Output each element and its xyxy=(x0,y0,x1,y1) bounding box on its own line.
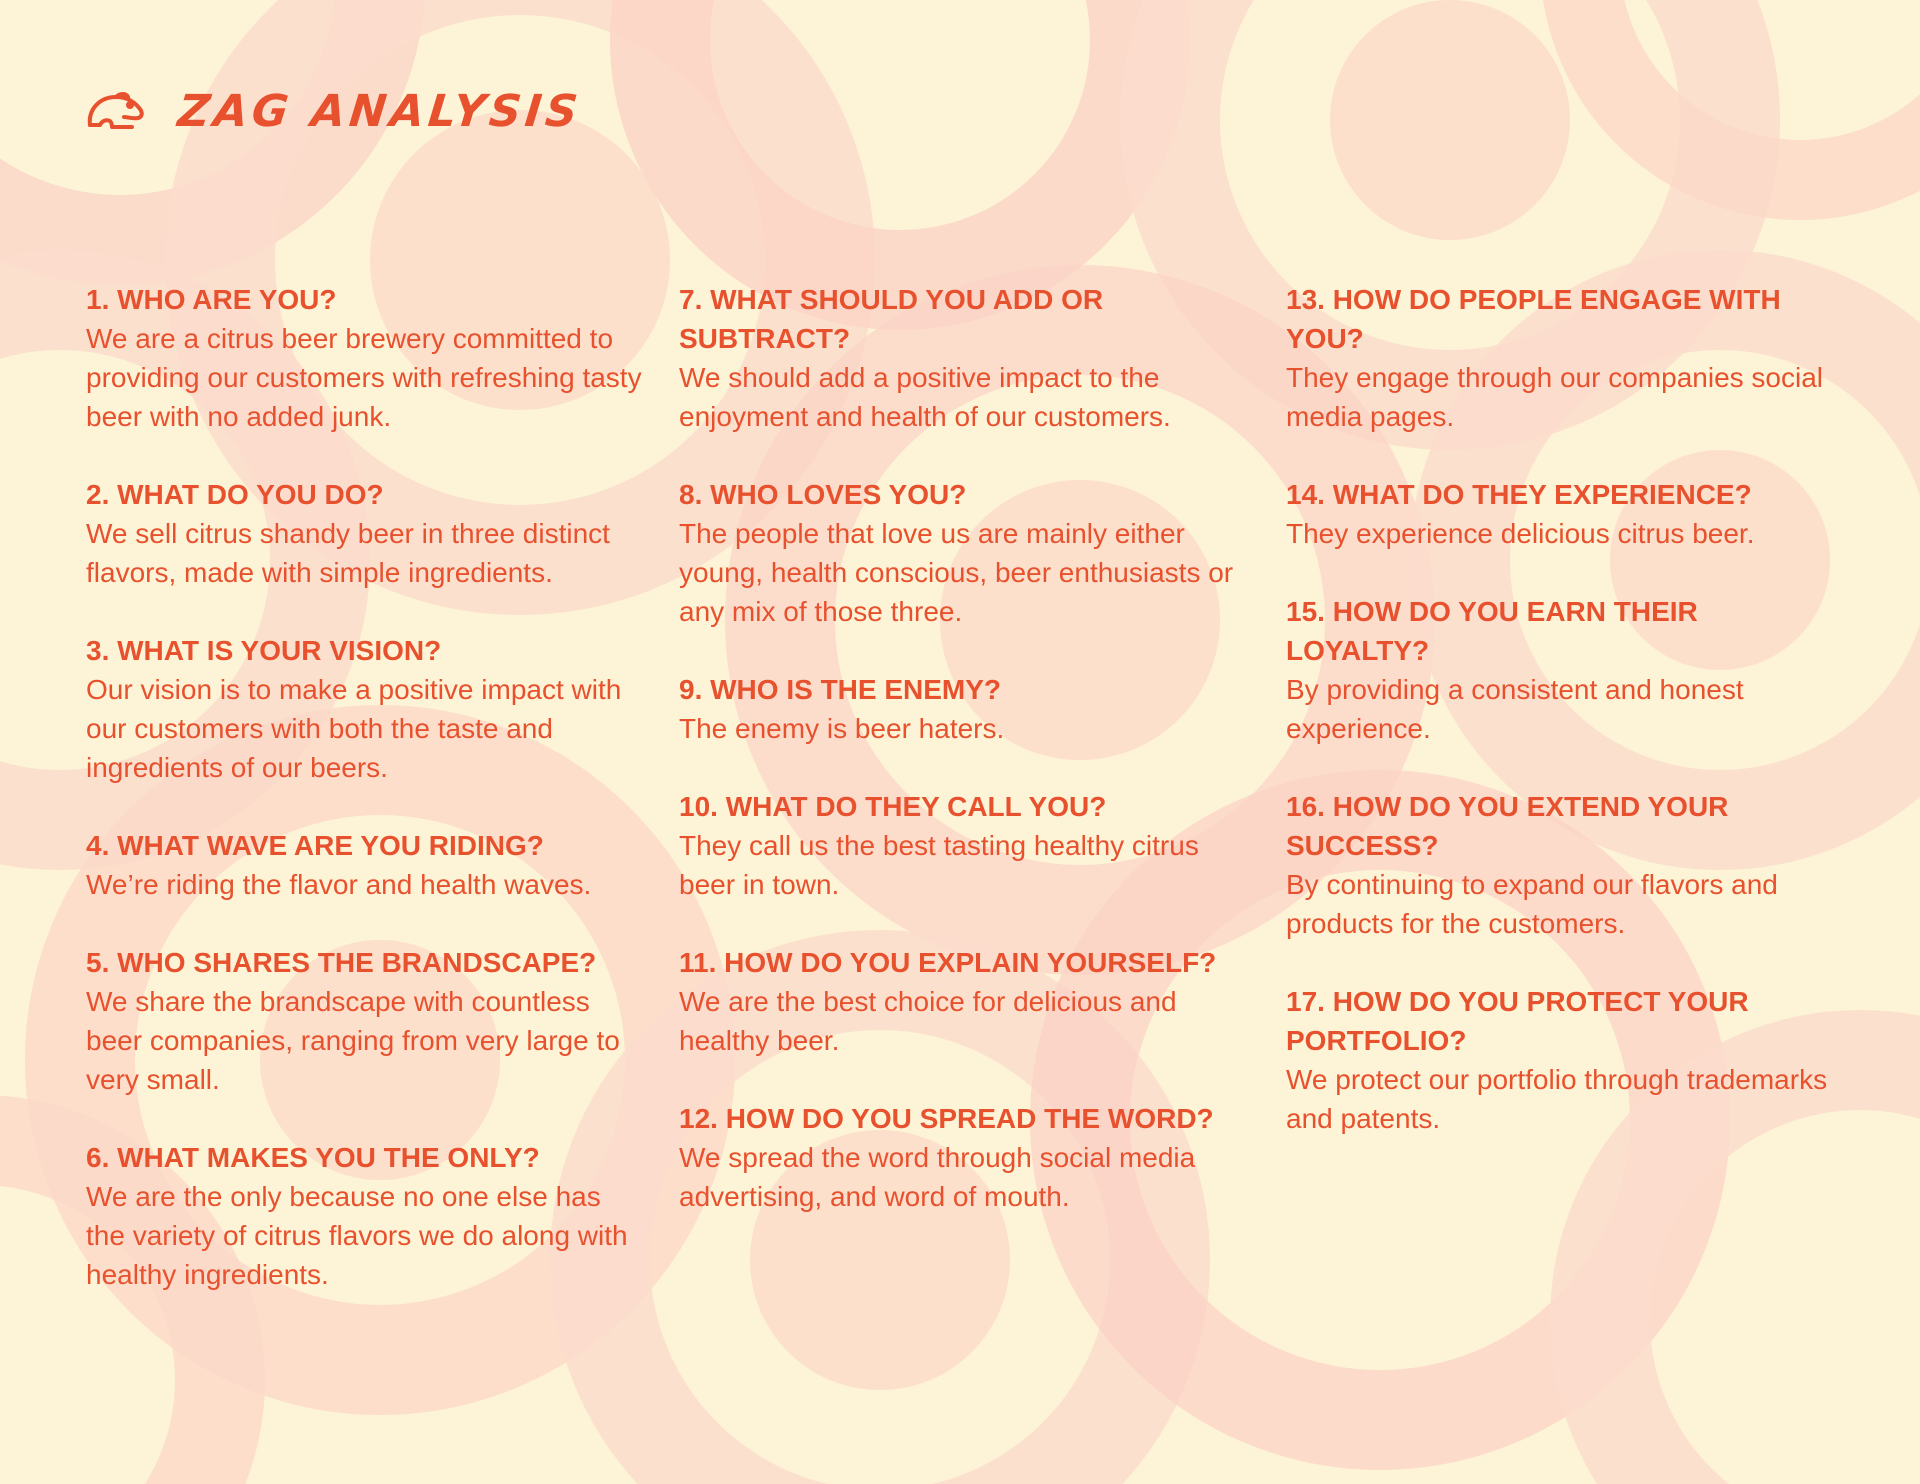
qa-item-8 xyxy=(679,475,1259,631)
answer-text: We’re riding the flavor and health waves. xyxy=(86,869,592,900)
answer-text: The enemy is beer haters. xyxy=(679,713,1005,744)
qa-item-2 xyxy=(86,475,646,592)
question-heading: 4. WHAT WAVE ARE YOU RIDING? xyxy=(86,830,544,861)
question-heading: 7. WHAT SHOULD YOU ADD OR SUBTRACT? xyxy=(679,284,1104,354)
qa-item-11 xyxy=(679,943,1259,1060)
qa-item-15 xyxy=(1286,592,1846,748)
answer-text: They call us the best tasting healthy citrus beer in town. xyxy=(679,830,1199,900)
answer-text: We are the only because no one else has the variety of citrus flavors we do along with healthy ingredients. xyxy=(86,1181,628,1290)
answer-text: They engage through our companies social media pages. xyxy=(1286,362,1824,432)
question-heading: 1. WHO ARE YOU? xyxy=(86,284,337,315)
answer-text: They experience delicious citrus beer. xyxy=(1286,518,1755,549)
qa-item-9 xyxy=(679,670,1259,748)
qa-item-14 xyxy=(1286,475,1846,553)
question-heading: 6. WHAT MAKES YOU THE ONLY? xyxy=(86,1142,540,1173)
question-heading: 8. WHO LOVES YOU? xyxy=(679,479,967,510)
qa-item-17 xyxy=(1286,982,1846,1138)
answer-text: We share the brandscape with countless beer companies, ranging from very large to very small. xyxy=(86,986,620,1095)
qa-item-12 xyxy=(679,1099,1259,1216)
qa-item-10 xyxy=(679,787,1259,904)
question-column-2 xyxy=(679,280,1259,1255)
question-heading: 15. HOW DO YOU EARN THEIR LOYALTY? xyxy=(1286,596,1698,666)
qa-item-3 xyxy=(86,631,646,787)
answer-text: We are a citrus beer brewery committed to providing our customers with refreshing tasty beer with no added junk. xyxy=(86,323,642,432)
answer-text: We should add a positive impact to the enjoyment and health of our customers. xyxy=(679,362,1171,432)
question-heading: 14. WHAT DO THEY EXPERIENCE? xyxy=(1286,479,1752,510)
frog-icon xyxy=(86,87,148,137)
qa-item-1 xyxy=(86,280,646,436)
question-heading: 13. HOW DO PEOPLE ENGAGE WITH YOU? xyxy=(1286,284,1781,354)
question-heading: 11. HOW DO YOU EXPLAIN YOURSELF? xyxy=(679,947,1217,978)
question-heading: 16. HOW DO YOU EXTEND YOUR SUCCESS? xyxy=(1286,791,1729,861)
question-column-1 xyxy=(86,280,646,1333)
qa-item-7 xyxy=(679,280,1259,436)
qa-item-6 xyxy=(86,1138,646,1294)
qa-item-16 xyxy=(1286,787,1846,943)
answer-text: We spread the word through social media advertising, and word of mouth. xyxy=(679,1142,1196,1212)
qa-item-13 xyxy=(1286,280,1846,436)
answer-text: We sell citrus shandy beer in three distinct flavors, made with simple ingredients. xyxy=(86,518,610,588)
question-column-3 xyxy=(1286,280,1846,1177)
question-heading: 9. WHO IS THE ENEMY? xyxy=(679,674,1002,705)
answer-text: We protect our portfolio through trademarks and patents. xyxy=(1286,1064,1828,1134)
question-heading: 2. WHAT DO YOU DO? xyxy=(86,479,384,510)
page-header xyxy=(86,84,584,140)
answer-text: We are the best choice for delicious and healthy beer. xyxy=(679,986,1177,1056)
question-heading: 12. HOW DO YOU SPREAD THE WORD? xyxy=(679,1103,1214,1134)
page-title: ZAG ANALYSIS xyxy=(175,86,584,137)
qa-item-4 xyxy=(86,826,646,904)
answer-text: The people that love us are mainly either young, health conscious, beer enthusiasts or any mix of those three. xyxy=(679,518,1234,627)
answer-text: By continuing to expand our flavors and products for the customers. xyxy=(1286,869,1778,939)
qa-item-5 xyxy=(86,943,646,1099)
question-heading: 3. WHAT IS YOUR VISION? xyxy=(86,635,442,666)
question-heading: 17. HOW DO YOU PROTECT YOUR PORTFOLIO? xyxy=(1286,986,1749,1056)
answer-text: By providing a consistent and honest experience. xyxy=(1286,674,1744,744)
question-heading: 10. WHAT DO THEY CALL YOU? xyxy=(679,791,1107,822)
question-heading: 5. WHO SHARES THE BRANDSCAPE? xyxy=(86,947,597,978)
answer-text: Our vision is to make a positive impact with our customers with both the taste and ingredients of our beers. xyxy=(86,674,622,783)
